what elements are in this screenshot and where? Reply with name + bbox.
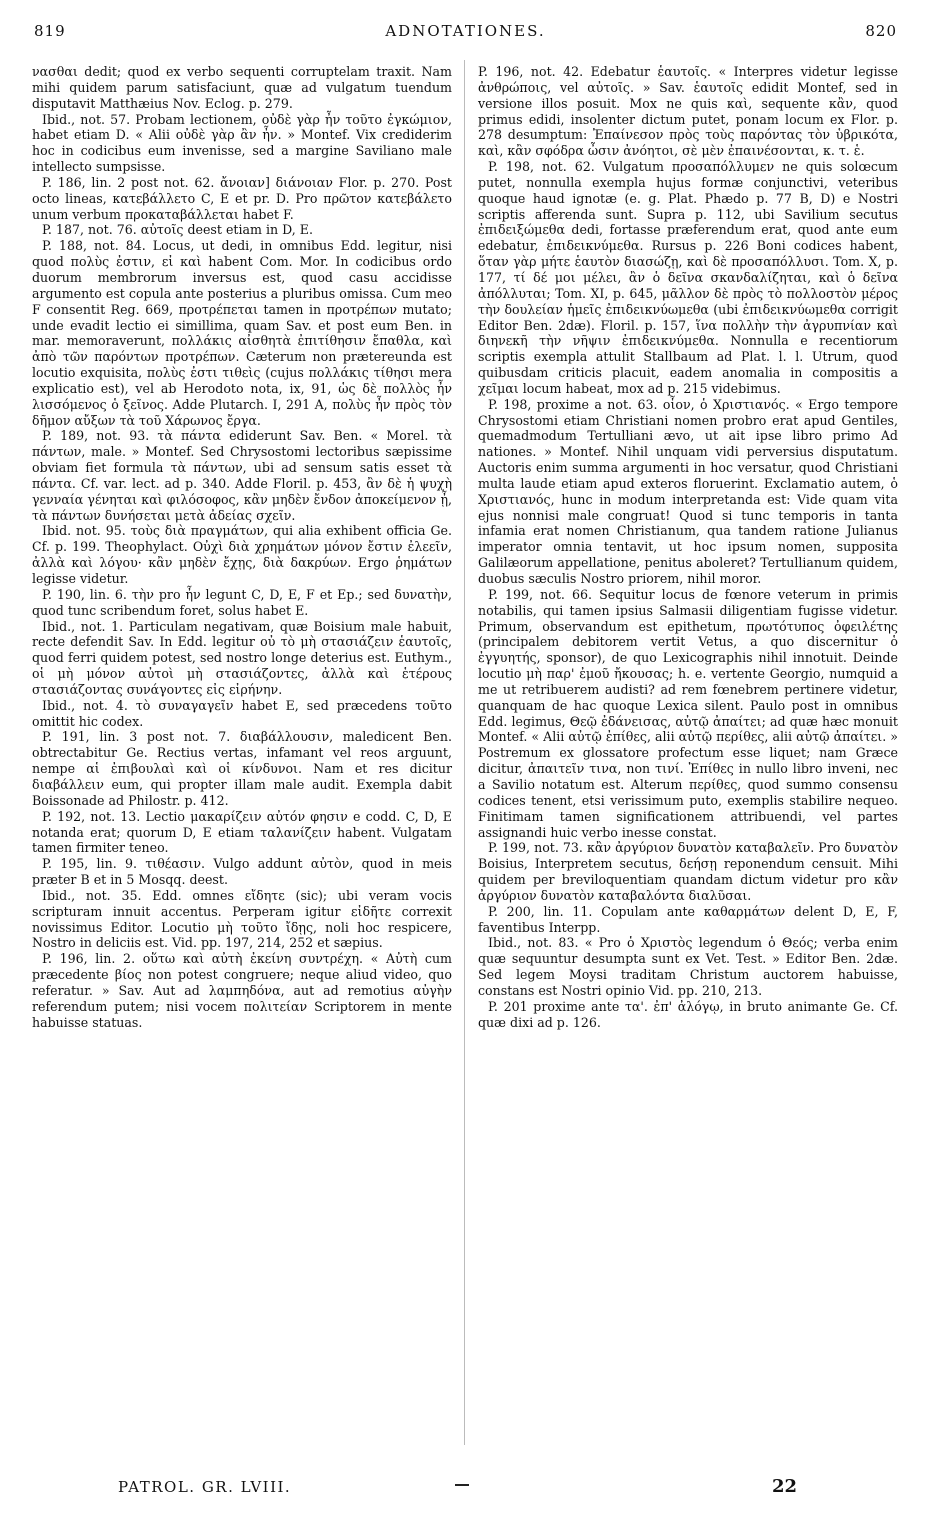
paragraph: P. 195, lin. 9. τιθέασιν. Vulgo addunt αὐτὸν, quod in meis præter B et in 5 Mosqq. deest.	[32, 856, 452, 888]
paragraph: Ibid., not. 83. « Pro ὁ Χριστὸς legendum ὁ Θεός; verba enim quæ sequuntur desumpta sunt ex Vet. Test. » Editor Ben. 2dæ. Sed legem Moysi traditam Christum auctorem habuisse, constans est Nostri opinio Vid. pp. 210, 213.	[478, 935, 898, 998]
paragraph: P. 196, lin. 2. οὕτω καὶ αὐτὴ ἐκείνη συντρέχη. « Αὐτὴ cum præcedente βίος non potest congruere; neque aliud video, quo referatur. » Sav. Aut ad λαμπηδόνα, aut ad remotius αὐγὴν referendum putem; nisi vocem πολιτείαν Scriptorem in mente habuisse statuas.	[32, 951, 452, 1030]
paragraph: P. 186, lin. 2 post not. 62. ἄνοιαν] διάνοιαν Flor. p. 270. Post octo lineas, κατεβάλλετο C, E et pr. D. Pro πρῶτον κατεβάλετο unum verbum προκαταβάλλεται habet F.	[32, 174, 452, 222]
paragraph: νασθαι dedit; quod ex verbo sequenti corruptelam traxit. Nam mihi quidem parum satisfaciunt, quæ ad vulgatum tuendum disputavit Matthæius Nov. Eclog. p. 279.	[32, 64, 452, 111]
left-page-number: 819	[34, 22, 66, 40]
paragraph: P. 198, not. 62. Vulgatum προσαπόλλυμεν ne quis solœcum putet, nonnulla exempla hujus formæ conjunctivi, veteribus quoque haud ignotæ (e. g. Plat. Phædo p. 77 B, D) e Nostri scriptis afferenda sunt. Supra p. 112, ubi Savilium secutus ἐπιδειξώμεθα dedi, fortasse præferendum erat, quod ante eum edebatur, ἐπιδεικνύμεθα. Rursus p. 226 Boni codices habent, ὅταν γὰρ μήτε ἑαυτὸν διασώζῃ, καὶ δὲ προσαπόλλυσι. Tom. X, p. 177, τί δέ μοι μέλει, ἂν ὁ δεῖνα σκανδαλίζηται, καὶ ὁ δεῖνα ἀπόλλυται; Tom. XI, p. 645, μᾶλλον δὲ πρὸς τὸ πολλοστὸν μέρος τὴν δουλείαν ἡμεῖς ἐπιδεικνύωμεθα (ubi ἐπιδεικνύωμεθα corrigit Editor Ben. 2dæ). Floril. p. 157, ἵνα πολλὴν τὴν ἀγρυπνίαν καὶ διηνεκῆ τὴν νῆψιν ἐπιδεικνύμεθα. Nonnulla e recentiorum scriptis exempla attulit Stallbaum ad Plat. l. l. Utrum, quod quibusdam criticis placuit, eadem anomalia in compositis a χεῖμαι locum habeat, mox ad p. 215 videbimus.	[478, 159, 898, 396]
right-column	[478, 64, 898, 1030]
paragraph: P. 196, not. 42. Edebatur ἑαυτοῖς. « Interpres videtur legisse ἀνθρώποις, vel αὐτοῖς. » Sav. ἑαυτοῖς edidit Montef, sed in versione illos posuit. Mox ne quis καὶ, sequente κἂν, quod primus edidi, insolenter dictum putet, ponam locum ex Flor. p. 278 desumptum: Ἐπαίνεσον πρὸς τοὺς παρόντας τὸν ὑβρικότα, καὶ, κἂν σφόδρα ὦσιν ἀνόητοι, σὲ μὲν ἐπαινέσονται, κ. τ. ἑ.	[478, 64, 898, 159]
volume-signature: PATROL. GR. LVIII.	[118, 1478, 292, 1496]
paragraph: P. 192, not. 13. Lectio μακαρίζειν αὐτόν φησιν e codd. C, D, E notanda erat; quorum D, E etiam ταλανίζειν habent. Vulgatam tamen firmiter teneo.	[32, 808, 452, 856]
paragraph: P. 187, not. 76. αὐτοῖς deest etiam in D, E.	[42, 222, 313, 238]
footer-rule	[455, 1484, 469, 1486]
paragraph: P. 199, not. 66. Sequitur locus de fœnore veterum in primis notabilis, qui tamen ipsius Salmasii diligentiam fugisse videtur. Primum, observandum est epithetum, πρωτότυπος ὀφειλέτης (principalem debitorem vertit Vetus, a quo discernitur ὁ ἐγγυητής, sponsor), de quo Lexicographis nihil innotuit. Deinde locutio μὴ παρ' ἐμοῦ ἤκουσας; h. e. vertente Georgio, numquid a me ut retribuerem audisti? ad rem fœnebrem pertinere videtur, quanquam de hac quoque Lexica silent. Paulo post in omnibus Edd. legimus, Θεῷ ἐδάνεισας, αὐτῷ ἀπαίτει; ad quæ hæc monuit Montef. « Alii αὐτῷ ἐπίθες, alii αὐτῷ περίθες, alii αὐτῷ ἀπαίτει. » Postremum ex glossatore profectum esse liquet; nam Græce dicitur, ἀπαιτεῖν τινα, non τινί. Ἐπίθες in nullo libro inveni, nec a Savilio notatum est. Alterum περίθες, quod summo consensu codices tenent, etsi verissimum puto, exemplis stabilire nequeo. Finitimam tamen significationem attribuendi, vel partes assignandi huic verbo inesse constat.	[478, 586, 898, 840]
left-column	[32, 64, 452, 1030]
paragraph: P. 190, lin. 6. τὴν pro ἦν legunt C, D, E, F et Ep.; sed δυνατὴν, quod tunc scribendum foret, solus habet E.	[32, 586, 452, 618]
column-divider	[464, 60, 465, 1445]
paragraph: P. 188, not. 84. Locus, ut dedi, in omnibus Edd. legitur, nisi quod πολὺς ἐστιν, εἰ καὶ habent Com. Mor. In codicibus ordo duorum membrorum inversus est, quod casu accidisse argumento est copula ante posterius a pluribus omissa. Cum meo F consentit Reg. 669, προτρέπεται tamen in προτρέπων mutato; unde evadit lectio ei simillima, quam Sav. et post eum Ben. in mar. memoraverunt, πολλάκις αἰσθητὰ ἐπιτίθησιν ἔπαθλα, καὶ ἀπὸ τῶν παρόντων προτρέπων. Cæterum non prætereunda est locutio exquisita, πολὺς ἐστι τιθεὶς (cujus πολλάκις τίθησι mera explicatio est), vel ab Herodoto nota, ix, 91, ὡς δὲ πολλὸς ἦν λισσόμενος ὁ ξεῖνος. Adde Plutarch. I, 291 A, πολὺς ἦν πρὸς τὸν δῆμον αὔξων τὰ τοῦ Χάρωνος ἔργα.	[32, 238, 452, 428]
paragraph: Ibid. not. 95. τοὺς διὰ πραγμάτων, qui alia exhibent officia Ge. Cf. p. 199. Theophylact. Οὐχὶ διὰ χρημάτων μόνον ἔστιν ἐλεεῖν, ἀλλὰ καὶ λόγου· κἂν μηδὲν ἔχῃς, διὰ δακρύων. Ergo ῥημάτων legisse videtur.	[32, 523, 452, 586]
paragraph: Ibid., not. 4. τὸ συναγαγεῖν habet E, sed præcedens τοῦτο omittit hic codex.	[32, 697, 452, 729]
paragraph: P. 199, not. 73. κἂν ἀργύριον δυνατὸν καταβαλεῖν. Pro δυνατὸν Boisius, Interpretem secutus, δεήσῃ reponendum censuit. Mihi quidem per breviloquentiam quandam dictum videtur pro κἂν ἀργύριον δυνατὸν καταβαλόντα διαλῦσαι.	[478, 840, 898, 903]
paragraph: P. 201 proxime ante τα'. ἐπ' ἀλόγῳ, in bruto animante Ge. Cf. quæ dixi ad p. 126.	[478, 998, 898, 1030]
paragraph: P. 200, lin. 11. Copulam ante καθαρμάτων delent D, E, F, faventibus Interpp.	[478, 903, 898, 935]
paragraph: P. 189, not. 93. τὰ πάντα ediderunt Sav. Ben. « Morel. τὰ πάντων, male. » Montef. Sed Chrysostomi lectoribus sæpissime obviam fiet formula τὰ πάντων, ubi ad sensum satis esset τὰ πάντα. Cf. var. lect. ad p. 340. Adde Floril. p. 453, ἂν δὲ ἡ ψυχὴ γενναία γένηται καὶ φιλόσοφος, κἂν μηδὲν ἔνδον ἀποκείμενον ᾖ, τὰ πάντων δυνήσεται μετὰ ἀδείας σχεῖν.	[32, 428, 452, 523]
sheet-number: 22	[772, 1476, 798, 1497]
paragraph: Ibid., not. 57. Probam lectionem, οὐδὲ γὰρ ἦν τοῦτο ἐγκώμιον, habet etiam D. « Alii οὐδὲ γὰρ ἂν ἦν. » Montef. Vix crediderim hoc in codicibus eum invenisse, sed a margine Saviliano male intellecto sumpsisse.	[32, 111, 452, 175]
paragraph: Ibid., not. 1. Particulam negativam, quæ Boisium male habuit, recte defendit Sav. In Edd. legitur οὐ τὸ μὴ στασιάζειν ἑαυτοῖς, quod ferri quidem potest, sed nostro longe deterius est. Euthym., οἱ μὴ μόνον αὐτοὶ μὴ στασιάζοντες, ἀλλὰ καὶ ἑτέρους στασιάζοντας συνάγοντες εἰς εἰρήνην.	[32, 618, 452, 697]
paragraph: P. 191, lin. 3 post not. 7. διαβάλλουσιν, maledicent Ben. obtrectabitur Ge. Rectius vertas, infamant vel reos arguunt, nempe αἱ ἐπιβουλαὶ καὶ οἱ κίνδυνοι. Nam et res dicitur διαβάλλειν eum, qui propter illam male audit. Exempla dabit Boissonade ad Philostr. p. 412.	[32, 729, 452, 808]
page-title: ADNOTATIONES.	[385, 22, 546, 40]
running-header	[34, 22, 897, 46]
right-page-number: 820	[865, 22, 897, 40]
paragraph: Ibid., not. 35. Edd. omnes εἴδητε (sic); ubi veram vocis scripturam innuit accentus. Perperam igitur εἰδῆτε correxit novissimus Editor. Locutio μὴ τοῦτο ἴδῃς, noli hoc respicere, Nostro in deliciis est. Vid. pp. 197, 214, 252 et sæpius.	[32, 887, 452, 951]
page-footer	[0, 1478, 931, 1508]
paragraph: P. 198, proxime a not. 63. οἷον, ὁ Χριστιανός. « Ergo tempore Chrysostomi etiam Christiani nomen probro erat apud Gentiles, quemadmodum Tertulliani ævo, ut ait ipse libro primo Ad nationes. » Montef. Nihil unquam vidi perversius disputatum. Auctoris enim summa argumenti in hoc versatur, quod Christiani multa laude etiam apud exteros floruerint. Exclamatio autem, ὁ Χριστιανός, hunc in modum interpretanda est: Vide quam vita ejus nonnisi male congruat! Quod si tunc temporis in tanta infamia erat nomen Christianum, qua tandem ratione Julianus imperator omnia tentavit, ut hoc ipsum nomen, supposita Galilæorum appellatione, penitus aboleret? Tertullianum quidem, duobus sæculis Nostro priorem, nihil moror.	[478, 396, 898, 586]
